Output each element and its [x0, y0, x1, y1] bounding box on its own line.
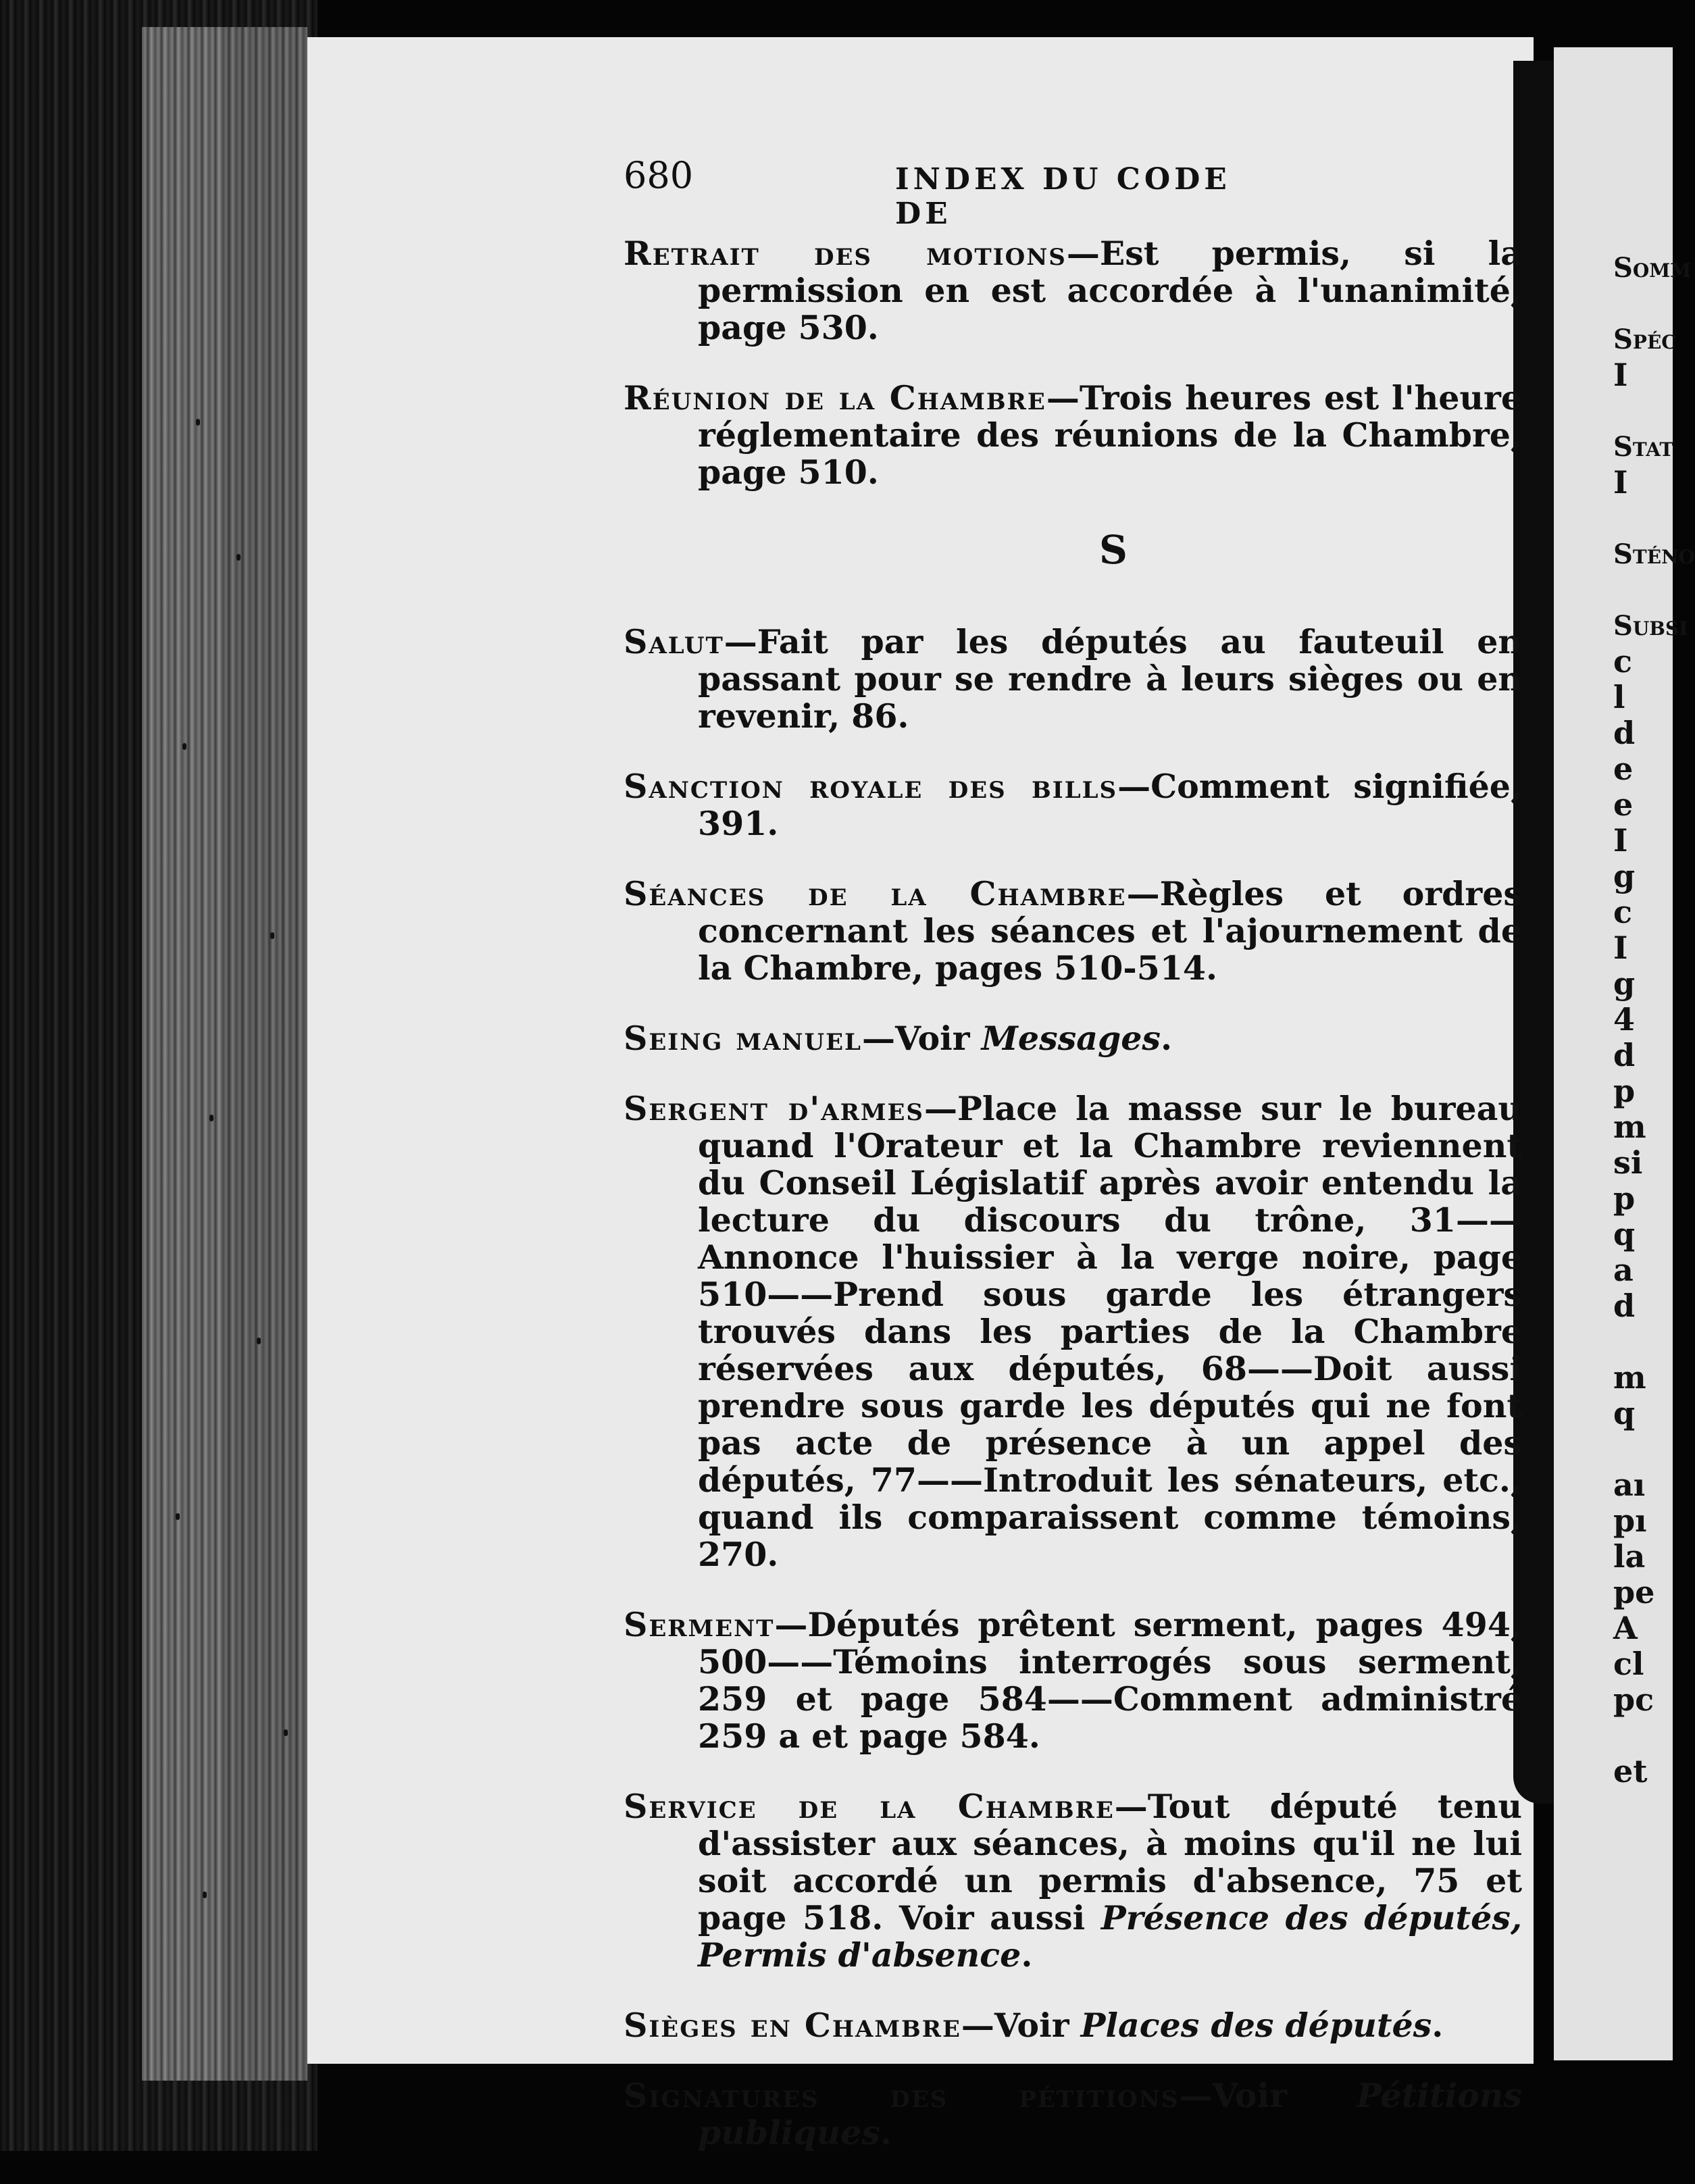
- facing-page-fragment: [1613, 1324, 1673, 1360]
- entry-text: —Place la masse sur le bureau quand l'Orateur et la Chambre reviennent du Conseil Législatif après avoir entendu la lecture du discours du trône, 31——Annonce l'huissier à la verge noire, page 510——Prend sous garde les étrangers trouvés dans les parties de la Chambre réservées aux députés, 68——Doit aussi prendre sous garde les députés qui ne font pas acte de présence à un appel des députés, 77——Introduit les sénateurs, etc., quand ils comparaissent comme témoins, 270.: [698, 1089, 1522, 1574]
- entry-text: —Voir: [861, 1019, 982, 1058]
- facing-page-fragment: e: [1613, 786, 1634, 823]
- facing-page-fragment: I: [1613, 464, 1628, 501]
- entry-text: —Règles et ordres concernant les séances et l'ajournement de la Chambre, pages 510-514.: [698, 874, 1522, 988]
- index-entry: [624, 624, 1522, 735]
- index-entry: [624, 768, 1522, 842]
- facing-page-fragment: cl: [1613, 1646, 1644, 1682]
- entry-tail: .: [1432, 2006, 1444, 2045]
- entry-text: —Trois heures est l'heure réglementaire des réunions de la Chambre, page 510.: [698, 378, 1522, 492]
- page-header: [624, 154, 1299, 231]
- index-entry: [624, 235, 1522, 347]
- facing-page-fragment: q: [1613, 1395, 1636, 1431]
- index-entry: [624, 1606, 1522, 1755]
- facing-page-fragment: d: [1613, 715, 1636, 751]
- entry-heading: Signatures des pétitions: [624, 2076, 1180, 2115]
- facing-page-fragment: [1613, 286, 1673, 322]
- ink-speck: [182, 743, 186, 750]
- entry-tail: .: [1161, 1019, 1173, 1058]
- facing-page-fragment: m: [1613, 1359, 1646, 1396]
- facing-page-fragment: Spéc: [1613, 324, 1677, 355]
- facing-page-fragment: pı: [1613, 1502, 1647, 1539]
- index-entry: [624, 875, 1522, 987]
- facing-page-fragment: [1613, 1431, 1673, 1467]
- facing-page-fragment: c: [1613, 643, 1633, 680]
- entry-text: —Fait par les députés au fauteuil en passant pour se rendre à leurs sièges ou en revenir, 86.: [698, 622, 1522, 736]
- entry-text: —Comment signifiée, 391.: [698, 767, 1523, 843]
- facing-page-fragment: m: [1613, 1109, 1646, 1145]
- facing-page-text: [1613, 250, 1695, 1789]
- facing-page-fragment: p: [1613, 1180, 1636, 1217]
- entry-heading: Sièges en Chambre: [624, 2006, 961, 2045]
- facing-page-fragment: [1613, 1718, 1673, 1754]
- ink-speck: [176, 1513, 180, 1520]
- running-head: INDEX DU CODE DE: [895, 162, 1231, 231]
- entry-cross-reference: Messages: [981, 1019, 1161, 1058]
- page-edge-strip: [223, 27, 307, 2081]
- facing-page-fragment: p: [1613, 1073, 1636, 1109]
- facing-page-fragment: si: [1613, 1144, 1643, 1181]
- facing-page-fragment: I: [1613, 822, 1628, 859]
- facing-page-fragment: e: [1613, 751, 1634, 787]
- facing-page-fragment: Somm: [1613, 252, 1692, 284]
- facing-page-fragment: [1613, 572, 1673, 608]
- entry-text: —Voir: [1179, 2076, 1357, 2115]
- facing-page-fragment: aı: [1613, 1467, 1646, 1503]
- ink-speck: [257, 1338, 261, 1344]
- entry-heading: Réunion de la Chambre: [624, 378, 1046, 417]
- ink-speck: [209, 1115, 213, 1121]
- ink-speck: [270, 932, 274, 939]
- facing-page-fragment: d: [1613, 1288, 1636, 1324]
- page-edge-strip: [142, 27, 223, 2081]
- facing-page-fragment: c: [1613, 894, 1633, 930]
- entry-heading: Sergent d'armes: [624, 1089, 924, 1128]
- facing-page-fragment: I: [1613, 930, 1628, 966]
- facing-page-fragment: pc: [1613, 1681, 1654, 1718]
- facing-page-fragment: la: [1613, 1538, 1646, 1575]
- facing-page-fragment: pe: [1613, 1574, 1655, 1610]
- facing-page-fragment: A: [1613, 1610, 1638, 1646]
- entry-heading: Service de la Chambre: [624, 1787, 1115, 1826]
- facing-page-fragment: et: [1613, 1753, 1648, 1789]
- ink-speck: [236, 554, 241, 561]
- index-entry: [624, 2077, 1522, 2152]
- entry-cross-reference: Pétitions publiques: [698, 2076, 1522, 2152]
- index-entry: [624, 1090, 1522, 1573]
- entry-heading: Salut: [624, 622, 724, 661]
- section-letter: S: [1099, 527, 1128, 573]
- entry-text: —Est permis, si la permission en est accordée à l'unanimité, page 530.: [698, 234, 1523, 347]
- facing-page-fragment: Stat: [1613, 431, 1674, 463]
- entry-heading: Seing manuel: [624, 1019, 862, 1058]
- facing-page-fragment: a: [1613, 1252, 1634, 1288]
- index-entries: [624, 235, 1522, 2184]
- index-entry: [624, 1020, 1522, 1057]
- entry-heading: Séances de la Chambre: [624, 874, 1127, 913]
- ink-speck: [284, 1729, 288, 1736]
- facing-page-fragment: l: [1613, 679, 1625, 715]
- entry-cross-reference: Places des députés: [1080, 2006, 1432, 2045]
- entry-tail: .: [1021, 1935, 1033, 1975]
- facing-page-fragment: g: [1613, 858, 1636, 894]
- facing-page-fragment: d: [1613, 1037, 1636, 1073]
- ink-speck: [203, 1891, 207, 1898]
- entry-heading: Retrait des motions: [624, 234, 1067, 273]
- ink-speck: [196, 419, 200, 426]
- page-number: 680: [624, 154, 694, 197]
- facing-page-fragment: Sténo: [1613, 538, 1695, 570]
- facing-page-fragment: Subsi: [1613, 610, 1688, 642]
- index-entry: [624, 1788, 1522, 1974]
- facing-page-fragment: 4: [1613, 1001, 1636, 1038]
- facing-page-fragment: [1613, 393, 1673, 429]
- index-entry: [624, 380, 1522, 491]
- entry-text: —Députés prêtent serment, pages 494, 500——Témoins interrogés sous serment, 259 et page 584——Comment administré 259 a et page 584.: [698, 1605, 1522, 1756]
- facing-page-fragment: [1613, 501, 1673, 536]
- entry-heading: Sanction royale des bills: [624, 767, 1118, 806]
- entry-heading: Serment: [624, 1605, 775, 1644]
- entry-text: —Voir: [961, 2006, 1081, 2045]
- entry-text: —Tout député tenu d'assister aux séances, à moins qu'il ne lui soit accordé un permis d'absence, 75 et page 518. Voir aussi: [698, 1787, 1522, 1937]
- page-edges: [0, 0, 318, 2151]
- facing-page-fragment: q: [1613, 1216, 1636, 1252]
- facing-page-fragment: I: [1613, 357, 1628, 393]
- entry-cross-reference: Présence des députés, Permis d'absence: [698, 1898, 1523, 1975]
- facing-page-fragment: g: [1613, 965, 1636, 1002]
- entry-tail: .: [880, 2113, 892, 2152]
- index-entry: [624, 2007, 1522, 2044]
